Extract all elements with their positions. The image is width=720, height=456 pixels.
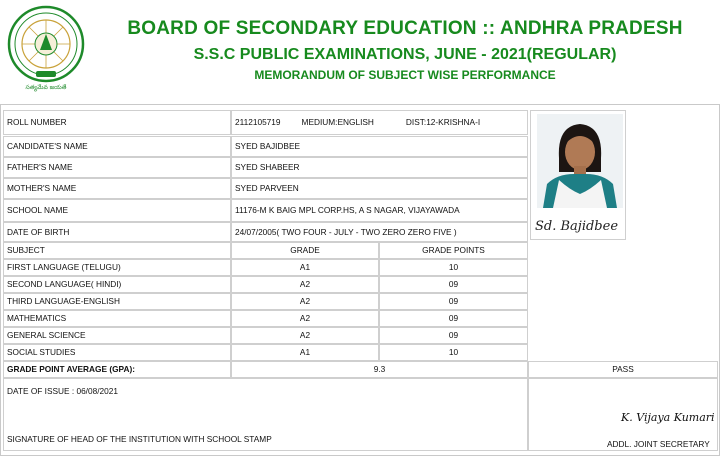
subject-grade-points: 09	[379, 293, 528, 310]
issue-and-head-signature-box	[3, 378, 528, 451]
district-value: DIST:12-KRISHNA-I	[405, 117, 481, 128]
col-grade-points-header: GRADE POINTS	[379, 242, 528, 259]
board-title: BOARD OF SECONDARY EDUCATION :: ANDHRA PRADESH	[127, 18, 683, 39]
subject-grade: A2	[231, 327, 379, 344]
col-subject-header: SUBJECT	[3, 242, 231, 259]
subject-grade: A2	[231, 310, 379, 327]
header	[0, 0, 720, 100]
candidate-name-value: SYED BAJIDBEE	[231, 136, 528, 157]
date-of-birth-label: DATE OF BIRTH	[3, 222, 231, 242]
subject-name: SOCIAL STUDIES	[3, 344, 231, 361]
memo-title: MEMORANDUM OF SUBJECT WISE PERFORMANCE	[254, 68, 556, 82]
subject-name: THIRD LANGUAGE-ENGLISH	[3, 293, 231, 310]
school-name-label: SCHOOL NAME	[3, 199, 231, 222]
col-grade-header: GRADE	[231, 242, 379, 259]
candidate-signature	[533, 211, 625, 238]
father-name-label: FATHER'S NAME	[3, 157, 231, 178]
exam-subtitle: S.S.C PUBLIC EXAMINATIONS, JUNE - 2021(REGULAR)	[193, 46, 617, 63]
mother-name-label: MOTHER'S NAME	[3, 178, 231, 199]
school-name-value: 11176-M K BAIG MPL CORP.HS, A S NAGAR, VIJAYAWADA	[231, 199, 528, 222]
subject-grade-points: 10	[379, 344, 528, 361]
medium-value: MEDIUM:ENGLISH	[301, 117, 374, 128]
result-status: PASS	[528, 361, 718, 378]
mother-name-value: SYED PARVEEN	[231, 178, 528, 199]
candidate-photo	[537, 114, 623, 208]
subject-name: FIRST LANGUAGE (TELUGU)	[3, 259, 231, 276]
subject-grade: A2	[231, 293, 379, 310]
candidate-photo-box	[530, 110, 626, 240]
memorandum-panel	[0, 104, 720, 456]
subject-name: SECOND LANGUAGE( HINDI)	[3, 276, 231, 293]
roll-number-row	[231, 110, 528, 135]
subject-grade-points: 09	[379, 327, 528, 344]
official-title: ADDL. JOINT SECRETARY	[607, 439, 710, 449]
roll-number-value: 2112105719	[235, 117, 281, 128]
subject-grade: A1	[231, 259, 379, 276]
candidate-name-label: CANDIDATE'S NAME	[3, 136, 231, 157]
subject-grade: A2	[231, 276, 379, 293]
gpa-label: GRADE POINT AVERAGE (GPA):	[3, 361, 231, 378]
head-signature-caption: SIGNATURE OF HEAD OF THE INSTITUTION WITH SCHOOL STAMP	[7, 434, 272, 444]
father-name-value: SYED SHABEER	[231, 157, 528, 178]
official-signature	[619, 405, 715, 429]
official-signature-box	[528, 378, 718, 451]
date-of-issue: DATE OF ISSUE : 06/08/2021	[7, 386, 118, 396]
subject-grade-points: 09	[379, 276, 528, 293]
svg-text:Sd. Bajidbee: Sd. Bajidbee	[535, 219, 619, 234]
svg-text:K. Vijaya Kumari: K. Vijaya Kumari	[621, 411, 715, 424]
date-of-birth-value: 24/07/2005( TWO FOUR - JULY - TWO ZERO ZERO FIVE )	[231, 222, 528, 242]
subject-name: GENERAL SCIENCE	[3, 327, 231, 344]
subject-grade-points: 10	[379, 259, 528, 276]
gpa-value: 9.3	[231, 361, 528, 378]
emblem-motto: సత్యమేవ జయతే	[25, 84, 67, 91]
subject-grade: A1	[231, 344, 379, 361]
roll-number-label: ROLL NUMBER	[3, 110, 231, 135]
subject-name: MATHEMATICS	[3, 310, 231, 327]
subject-grade-points: 09	[379, 310, 528, 327]
